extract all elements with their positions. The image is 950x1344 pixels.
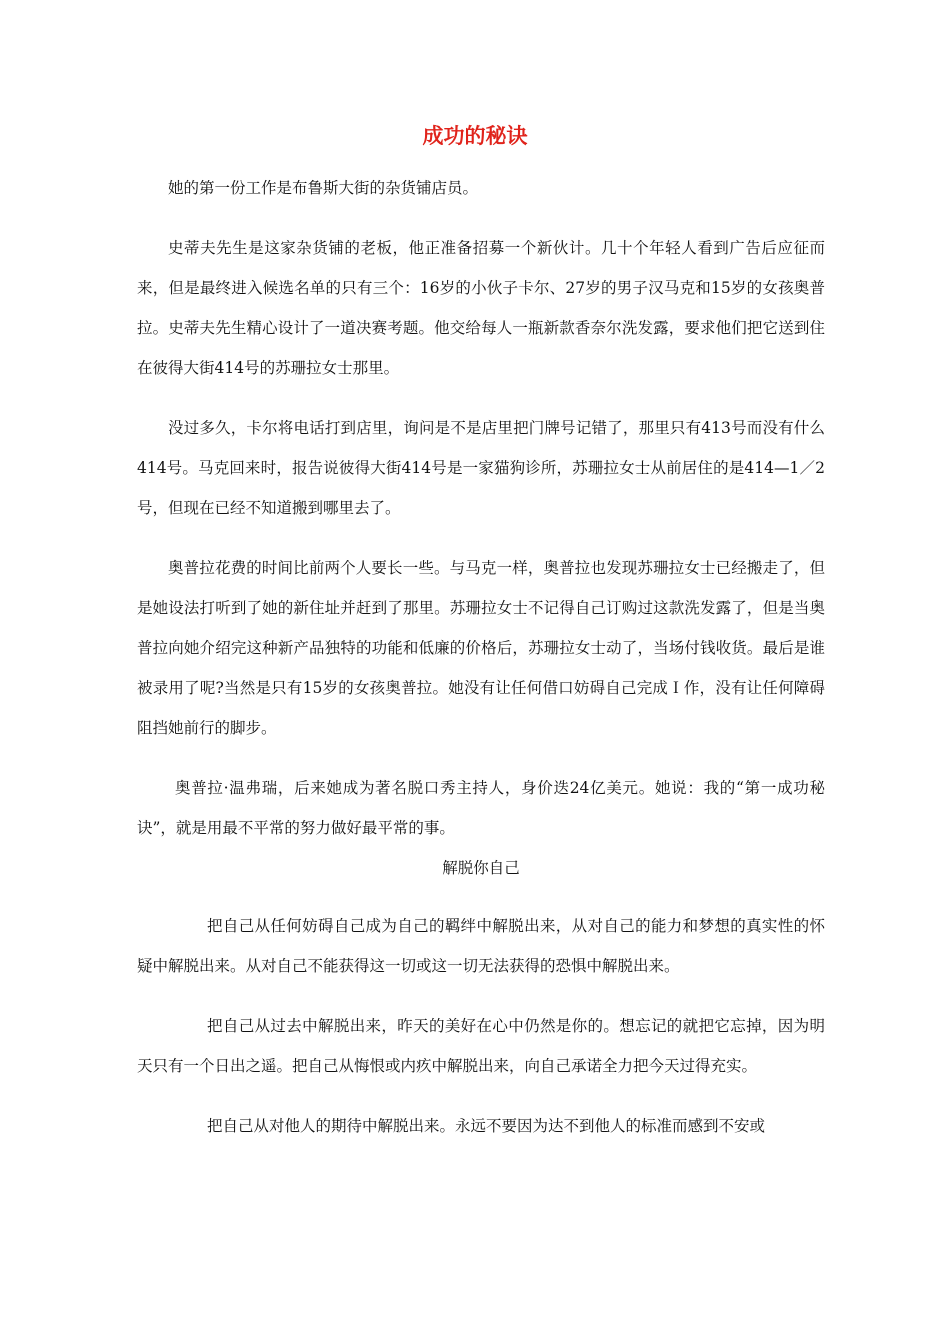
paragraph-8: 把自己从对他人的期待中解脱出来。永远不要因为达不到他人的标准而感到不安或 [207, 1117, 766, 1135]
paragraph-2: 史蒂夫先生是这家杂货铺的老板，他正准备招募一个新伙计。几十个年轻人看到广告后应征而来，但是最终进入候选名单的只有三个：16岁的小伙子卡尔、27岁的男子汉马克和15岁的女孩奥普拉。史蒂夫先生精心设计了一道决赛考题。他交给每人一瓶新款香奈尔洗发露，要求他们把它送到住在彼得大街414号的苏珊拉女士那里。 [137, 239, 825, 377]
paragraph-4: 奥普拉花费的时间比前两个人要长一些。与马克一样，奥普拉也发现苏珊拉女士已经搬走了，但是她设法打听到了她的新住址并赶到了那里。苏珊拉女士不记得自己订购过这款洗发露了，但是当奥普拉向她介绍完这种新产品独特的功能和低廉的价格后，苏珊拉女士动了，当场付钱收货。最后是谁被录用了呢?当然是只有15岁的女孩奥普拉。她没有让任何借口妨碍自己完成Ｉ作，没有让任何障碍阻挡她前行的脚步。 [137, 559, 825, 737]
paragraph-3: 没过多久，卡尔将电话打到店里，询问是不是店里把门牌号记错了，那里只有413号而没有什么414号。马克回来时，报告说彼得大街414号是一家猫狗诊所，苏珊拉女士从前居住的是414—1／2号，但现在已经不知道搬到哪里去了。 [137, 419, 825, 517]
article-body [137, 168, 825, 1146]
paragraph-1: 她的第一份工作是布鲁斯大街的杂货铺店员。 [168, 179, 479, 197]
paragraph-6: 把自己从任何妨碍自己成为自己的羁绊中解脱出来，从对自己的能力和梦想的真实性的怀疑中解脱出来。从对自己不能获得这一切或这一切无法获得的恐惧中解脱出来。 [137, 917, 825, 975]
article-title: 成功的秘诀 [422, 123, 528, 148]
paragraph-5: 奥普拉·温弗瑞，后来她成为著名脱口秀主持人，身价迭24亿美元。她说：我的“第一成功秘诀”，就是用最不平常的努力做好最平常的事。 [137, 779, 825, 837]
section-subtitle: 解脱你自己 [442, 859, 520, 877]
paragraph-7: 把自己从过去中解脱出来，昨天的美好在心中仍然是你的。想忘记的就把它忘掉，因为明天只有一个日出之遥。把自己从悔恨或内疚中解脱出来，向自己承诺全力把今天过得充实。 [137, 1017, 825, 1075]
